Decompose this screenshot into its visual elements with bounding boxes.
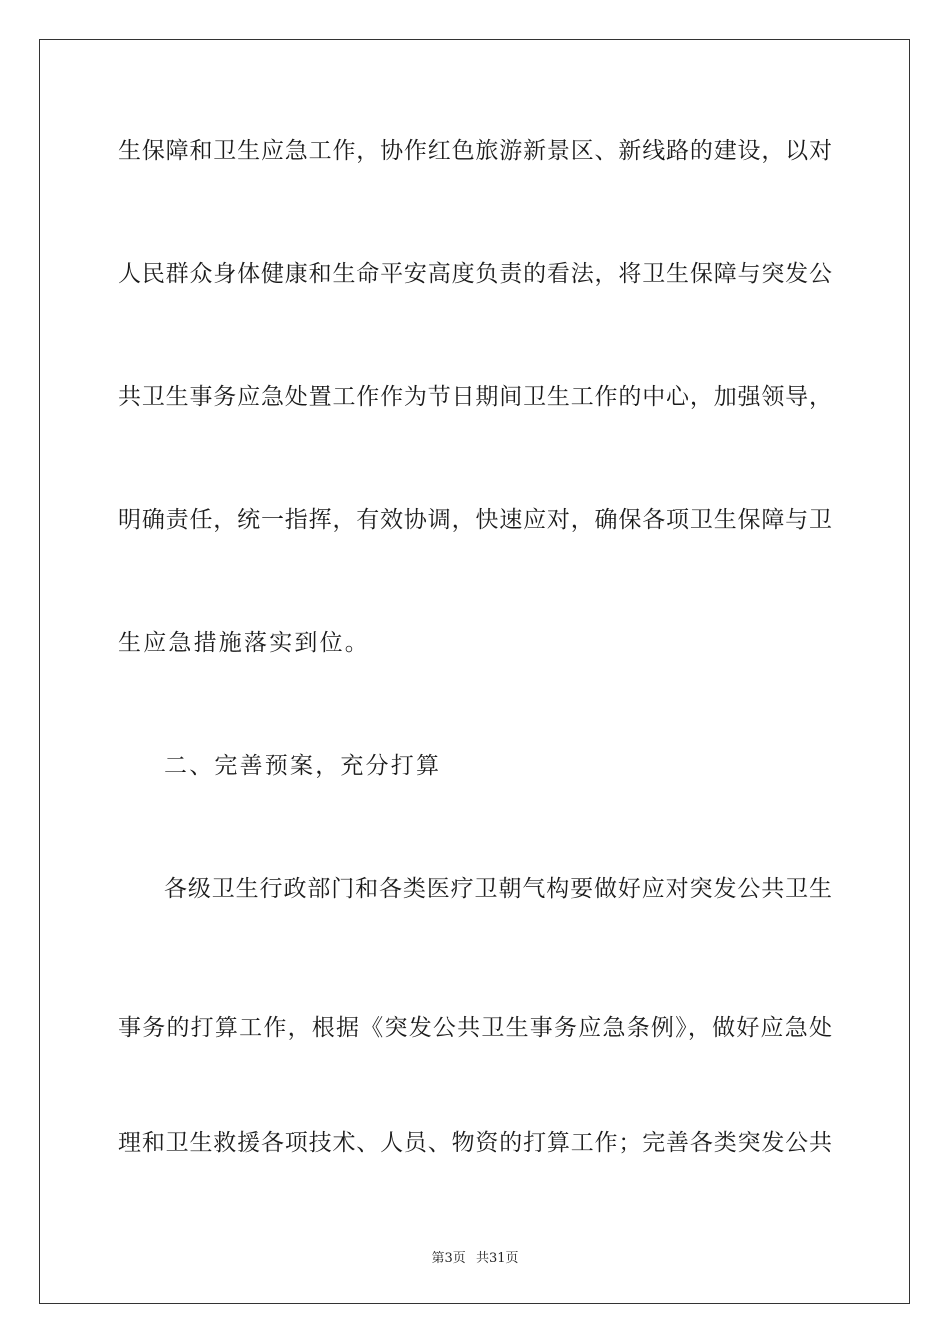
page-footer [0, 1247, 950, 1266]
total-pages: 共31页 [475, 1251, 519, 1266]
section-heading: 二、完善预案，充分打算 [164, 753, 442, 779]
body-text-line: 各级卫生行政部门和各类医疗卫朝气构要做好应对突发公共卫生 [164, 876, 832, 902]
body-text-line: 事务的打算工作，根据《突发公共卫生事务应急条例》，做好应急处 [118, 1015, 832, 1041]
body-text-line: 明确责任，统一指挥，有效协调，快速应对，确保各项卫生保障与卫 [118, 507, 832, 533]
page-border [39, 39, 910, 1304]
page-number: 第3页 [431, 1251, 466, 1266]
body-text-line: 理和卫生救援各项技术、人员、物资的打算工作；完善各类突发公共 [118, 1130, 832, 1156]
body-text-line: 人民群众身体健康和生命平安高度负责的看法，将卫生保障与突发公 [118, 261, 832, 287]
body-text-line: 共卫生事务应急处置工作作为节日期间卫生工作的中心，加强领导， [118, 384, 832, 410]
body-text-line: 生保障和卫生应急工作，协作红色旅游新景区、新线路的建设，以对 [118, 138, 832, 164]
body-text-line: 生应急措施落实到位。 [118, 630, 370, 656]
